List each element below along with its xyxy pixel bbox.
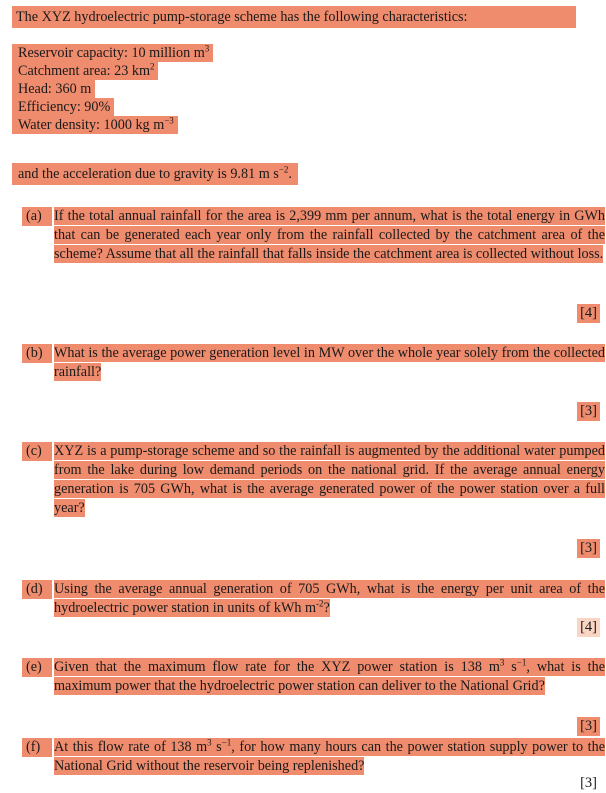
head: Head: 360 m	[12, 80, 95, 98]
question-text: Using the average annual generation of 705 GWh, what is the energy per unit area of the hydroelectric power station in units of kWh $m^{-2}$?	[54, 581, 605, 616]
question-e	[22, 658, 605, 696]
marks-b: [3]	[577, 402, 600, 421]
marks-a: [4]	[577, 304, 600, 323]
efficiency: Efficiency: 90%	[12, 98, 114, 116]
question-f	[22, 738, 605, 776]
question-b	[22, 344, 605, 382]
marks-f: [3]	[580, 775, 597, 791]
reservoir-capacity: Reservoir capacity: 10 million $m^3$	[12, 44, 213, 62]
question-d	[22, 580, 605, 618]
question-text: At this flow rate of 138 $m^3$ $s^{-1}$, for how many hours can the power station supply power to the National Grid without the reservoir being replenished?	[54, 737, 605, 774]
question-label: (e)	[26, 659, 42, 675]
intro-text: The XYZ hydroelectric pump-storage scheme has the following characteristics:	[12, 6, 576, 28]
marks-e: [3]	[577, 717, 600, 736]
question-label: (b)	[26, 345, 43, 361]
marks-d: [4]	[577, 618, 600, 637]
characteristics-list	[12, 44, 213, 134]
question-text: What is the average power generation level in MW over the whole year solely from the collected rainfall?	[54, 345, 605, 380]
question-text: Given that the maximum flow rate for the XYZ power station is 138 $m^3$ $s^{-1}$, what is the maximum power that the hydroelectric power station can deliver to the National Grid?	[54, 657, 605, 694]
question-label: (a)	[26, 208, 42, 224]
question-text: XYZ is a pump-storage scheme and so the rainfall is augmented by the additional water pumped from the lake during low demand periods on the national grid. If the average annual energy generation is 705 GWh, what is the average generated power of the power station over a full year?	[54, 443, 605, 516]
marks-c: [3]	[577, 539, 600, 558]
water-density: Water density: 1000 kg $m^{-3}$	[12, 116, 178, 134]
question-label: (d)	[26, 581, 43, 597]
catchment-area: Catchment area: 23 $km^2$	[12, 62, 158, 80]
question-text: If the total annual rainfall for the area is 2,399 mm per annum, what is the total energy in GWh that can be generated each year only from the rainfall collected by the catchment area of the scheme? Assume that all the rainfall that falls inside the catchment area is collected without loss.	[54, 208, 605, 262]
question-label: (f)	[26, 739, 41, 755]
question-a	[22, 207, 605, 264]
question-c	[22, 442, 605, 518]
question-label: (c)	[26, 443, 42, 459]
gravity-text: and the acceleration due to gravity is 9.81 m $s^{-2}$.	[12, 163, 298, 185]
